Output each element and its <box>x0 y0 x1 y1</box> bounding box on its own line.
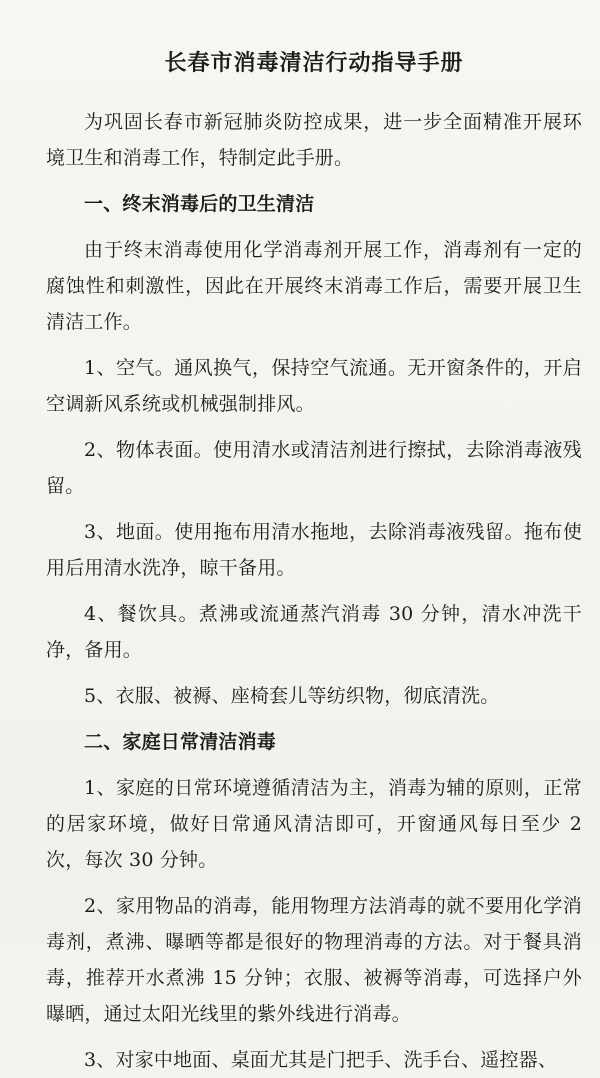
intro-paragraph: 为巩固长春市新冠肺炎防控成果，进一步全面精准开展环境卫生和消毒工作，特制定此手册。 <box>46 111 582 169</box>
section-2-item-1: 1、家庭的日常环境遵循清洁为主，消毒为辅的原则，正常的居家环境，做好日常通风清洁即可，开窗通风每日至少 2 次，每次 30 分钟。 <box>46 777 582 871</box>
section-1-item-3: 3、地面。使用拖布用清水拖地，去除消毒液残留。拖布使用后用清水洗净，晾干备用。 <box>46 521 582 579</box>
section-1-item-5: 5、衣服、被褥、座椅套儿等纺织物，彻底清洗。 <box>84 685 500 707</box>
section-2-item-3: 3、对家中地面、桌面尤其是门把手、洗手台、遥控器、 <box>84 1049 558 1071</box>
section-1-item-4: 4、餐饮具。煮沸或流通蒸汽消毒 30 分钟，清水冲洗干净，备用。 <box>46 603 582 661</box>
document-title: 长春市消毒清洁行动指导手册 <box>164 51 464 76</box>
section-2-heading: 二、家庭日常清洁消毒 <box>84 731 277 753</box>
section-2-item-2: 2、家用物品的消毒，能用物理方法消毒的就不要用化学消毒剂，煮沸、曝晒等都是很好的物理消毒的方法。对于餐具消毒，推荐开水煮沸 15 分钟；衣服、被褥等消毒，可选择户外曝晒，通过太阳光线里的紫外线进行消毒。 <box>46 895 582 1025</box>
section-1-heading: 一、终末消毒后的卫生清洁 <box>84 193 315 215</box>
section-1-item-1: 1、空气。通风换气，保持空气流通。无开窗条件的，开启空调新风系统或机械强制排风。 <box>46 357 582 415</box>
section-1-intro: 由于终末消毒使用化学消毒剂开展工作，消毒剂有一定的腐蚀性和刺激性，因此在开展终末消毒工作后，需要开展卫生清洁工作。 <box>46 239 582 333</box>
section-1-item-2: 2、物体表面。使用清水或清洁剂进行擦拭，去除消毒液残留。 <box>46 439 582 497</box>
